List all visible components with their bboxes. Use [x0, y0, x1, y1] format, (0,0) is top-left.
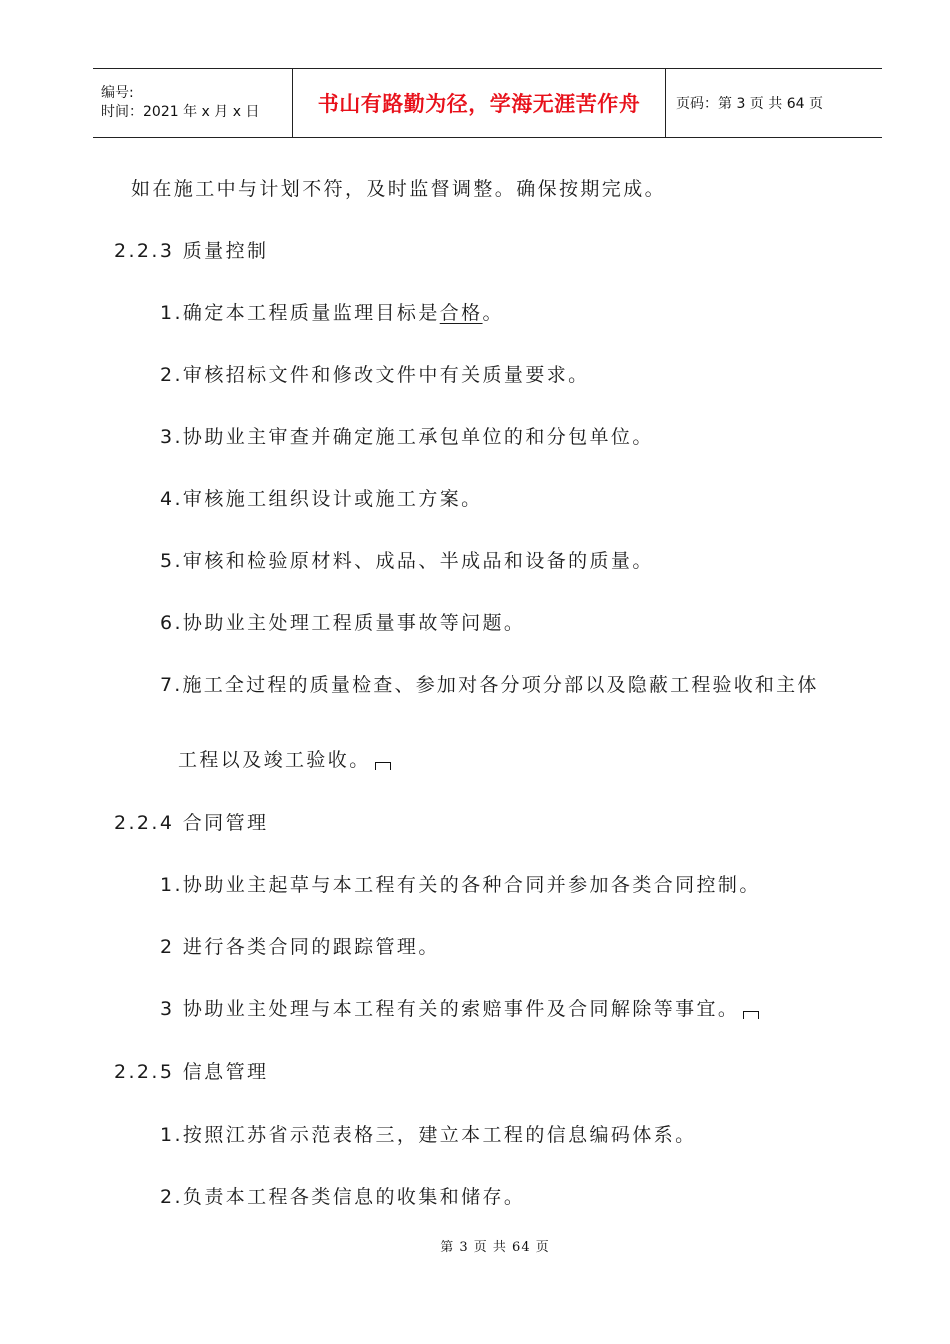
intro-paragraph: 如在施工中与计划不符，及时监督调整。确保按期完成。	[131, 178, 667, 200]
document-time-label: 时间：2021 年 x 月 x 日	[101, 104, 260, 120]
header-page-info	[666, 69, 882, 137]
quality-item-6: 6.协助业主处理工程质量事故等问题。	[160, 612, 526, 634]
paragraph-mark-icon	[743, 1011, 759, 1019]
info-item-1: 1.按照江苏省示范表格三，建立本工程的信息编码体系。	[160, 1124, 697, 1146]
contract-item-3: 3 协助业主处理与本工程有关的索赔事件及合同解除等事宜。	[160, 998, 740, 1020]
page-footer	[0, 1236, 950, 1255]
footer-page-number: 第 3 页 共 64 页	[440, 1240, 550, 1255]
section-heading-2-2-4: 2.2.4 合同管理	[114, 812, 269, 834]
page-header	[93, 68, 882, 138]
quality-item-2: 2.审核招标文件和修改文件中有关质量要求。	[160, 364, 590, 386]
quality-item-7-line2: 工程以及竣工验收。	[178, 749, 371, 771]
section-heading-2-2-3: 2.2.3 质量控制	[114, 240, 269, 262]
section-heading-2-2-5: 2.2.5 信息管理	[114, 1061, 269, 1083]
quality-item-4: 4.审核施工组织设计或施工方案。	[160, 488, 483, 510]
info-item-2: 2.负责本工程各类信息的收集和储存。	[160, 1186, 526, 1208]
header-page-label: 页码：第 3 页 共 64 页	[676, 96, 823, 112]
document-number-label: 编号:	[101, 85, 134, 101]
quality-item-1-end: 。	[482, 302, 504, 324]
quality-target-underlined: 合格	[439, 302, 483, 324]
header-motto	[293, 69, 666, 137]
contract-item-2: 2 进行各类合同的跟踪管理。	[160, 936, 440, 958]
paragraph-mark-icon	[375, 762, 391, 770]
quality-item-5: 5.审核和检验原材料、成品、半成品和设备的质量。	[160, 550, 654, 572]
quality-item-7-continued	[178, 745, 391, 772]
contract-item-3-row	[160, 994, 759, 1021]
quality-item-1-text: 1.确定本工程质量监理目标是	[160, 302, 440, 324]
motto-text: 书山有路勤为径，学海无涯苦作舟	[317, 91, 641, 116]
quality-item-1	[160, 298, 504, 325]
header-meta	[93, 69, 293, 137]
quality-item-7: 7.施工全过程的质量检查、参加对各分项分部以及隐蔽工程验收和主体	[160, 674, 819, 696]
quality-item-3: 3.协助业主审查并确定施工承包单位的和分包单位。	[160, 426, 654, 448]
contract-item-1: 1.协助业主起草与本工程有关的各种合同并参加各类合同控制。	[160, 874, 761, 896]
